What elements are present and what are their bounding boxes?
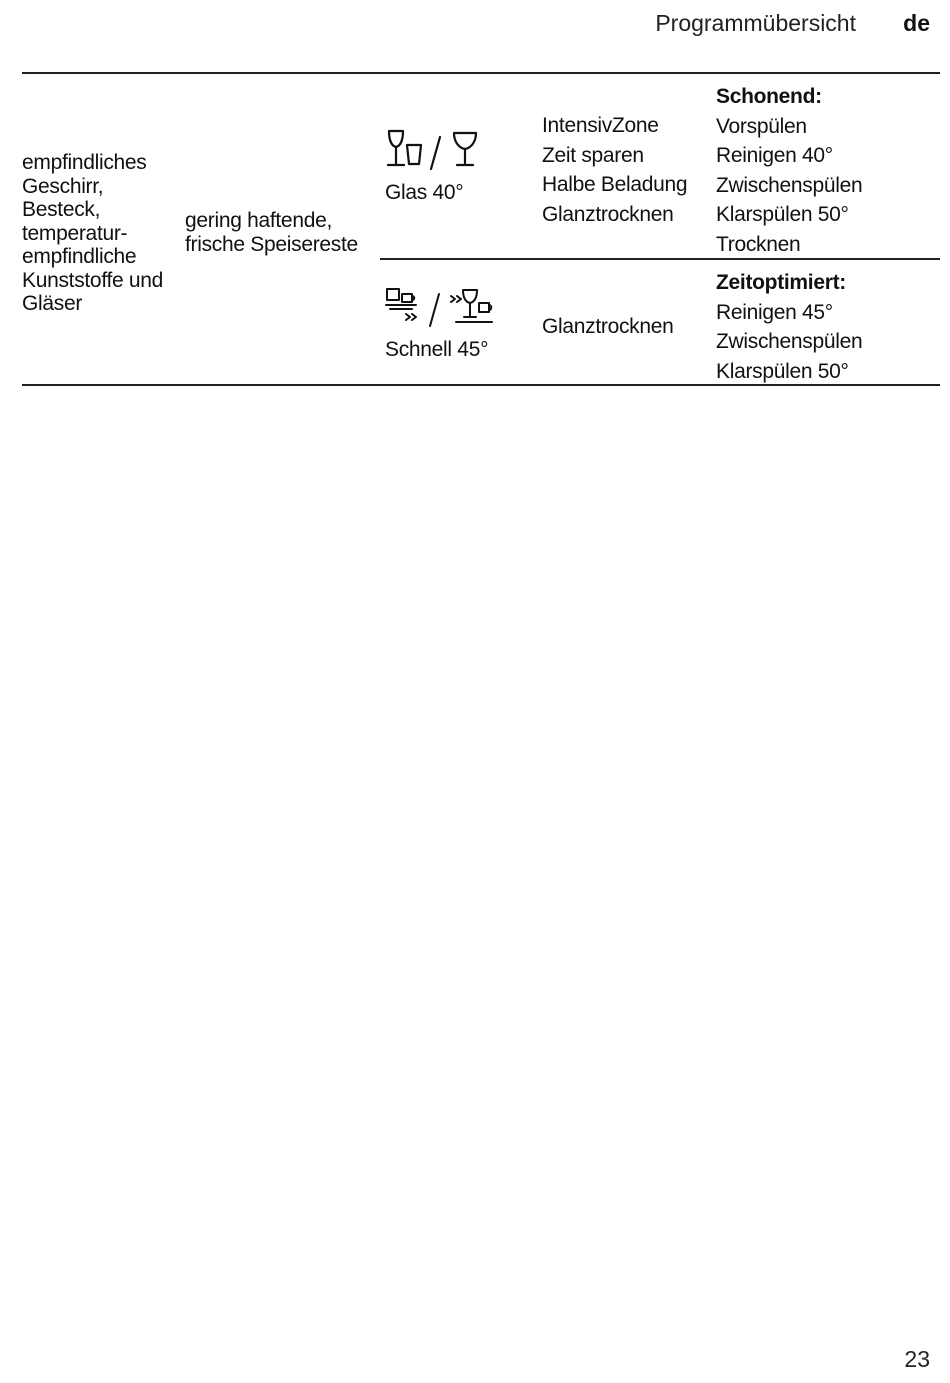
sequence-title: Schonend: <box>716 85 822 108</box>
option-item: Glanztrocknen <box>542 202 674 226</box>
dishware-line: empfindliche <box>22 245 137 268</box>
soiling-line: frische Speisereste <box>185 232 358 256</box>
sequence-step: Klarspülen 50° <box>716 203 849 226</box>
option-item: Zeit sparen <box>542 143 644 167</box>
program-name: Schnell 45° <box>385 338 489 361</box>
glass-program-icon <box>384 128 484 170</box>
dishware-line: Besteck, <box>22 198 101 221</box>
options-cell <box>542 111 714 229</box>
sequence-step: Klarspülen 50° <box>716 359 849 383</box>
dishware-line: temperatur- <box>22 221 128 245</box>
sequence-cell <box>716 268 940 386</box>
page-title: Programmübersicht <box>655 10 856 36</box>
soiling-cell <box>185 209 375 256</box>
table-top-rule <box>22 72 940 74</box>
sequence-step: Zwischenspülen <box>716 330 863 353</box>
sequence-cell <box>716 82 940 259</box>
program-icons <box>384 286 496 333</box>
language-code: de <box>903 10 930 36</box>
sequence-title: Zeitoptimiert: <box>716 271 846 294</box>
sequence-step: Trocknen <box>716 232 801 256</box>
dishware-line: empfindliches <box>22 151 147 174</box>
quick-program-icon <box>384 286 496 328</box>
option-item: Halbe Beladung <box>542 173 688 196</box>
program-icons <box>384 128 484 175</box>
program-name: Glas 40° <box>385 181 464 204</box>
option-item: IntensivZone <box>542 114 659 137</box>
soiling-line: gering haftende, <box>185 209 332 232</box>
sequence-step: Vorspülen <box>716 114 807 138</box>
dishware-line: Geschirr, <box>22 174 104 198</box>
dishware-line: Kunststoffe und <box>22 268 164 292</box>
option-item: Glanztrocknen <box>542 315 674 338</box>
sequence-step: Zwischenspülen <box>716 173 863 197</box>
sequence-step: Reinigen 40° <box>716 144 833 167</box>
sequence-step: Reinigen 45° <box>716 300 833 324</box>
options-cell <box>542 312 714 342</box>
dishware-cell <box>22 151 182 316</box>
page-number: 23 <box>904 1346 930 1372</box>
dishware-line: Gläser <box>22 292 83 315</box>
